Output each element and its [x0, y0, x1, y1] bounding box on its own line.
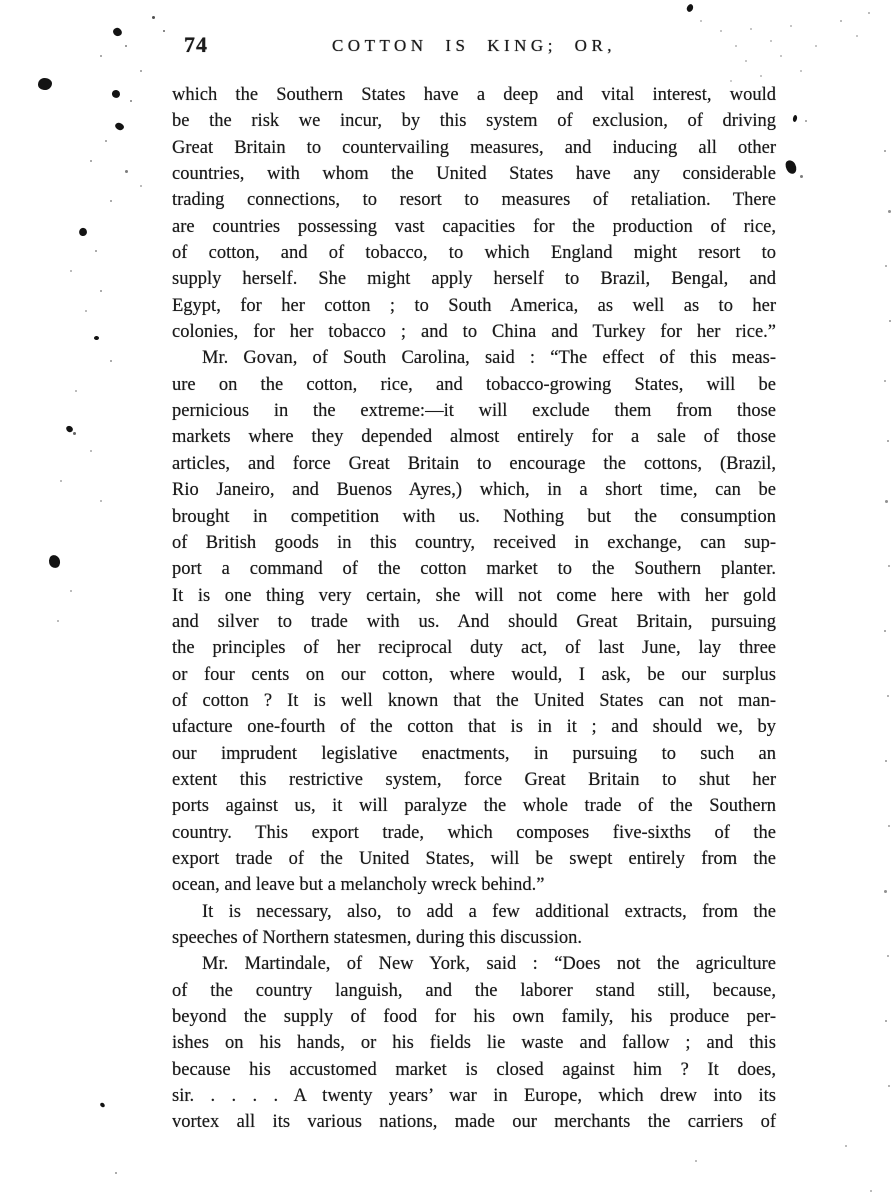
ink-blob — [686, 3, 695, 13]
text-line: or four cents on our cotton, where would, I ask, be our surplus — [172, 664, 776, 685]
ink-speck — [95, 250, 97, 252]
ink-speck — [163, 30, 165, 32]
page-header — [172, 32, 776, 60]
ink-speck — [125, 45, 127, 47]
text-line: brought in competition with us. Nothing but the consumption — [172, 506, 776, 527]
text-line: vortex all its various nations, made our merchants the carriers of — [172, 1112, 776, 1133]
ink-speck — [887, 955, 889, 957]
ink-speck — [70, 270, 72, 272]
ink-speck — [870, 1190, 872, 1192]
text-line: ocean, and leave but a melancholy wreck behind.” — [172, 875, 545, 896]
ink-blob — [99, 1102, 105, 1108]
ink-speck — [110, 200, 112, 202]
text-line: It is necessary, also, to add a few additional extracts, from the — [202, 901, 776, 922]
ink-speck — [800, 70, 802, 72]
text-line: countries, with whom the United States have any considerable — [172, 164, 776, 185]
ink-speck — [885, 265, 887, 267]
text-line: our imprudent legislative enactments, in pursuing to such an — [172, 743, 776, 764]
ink-speck — [695, 1160, 697, 1162]
ink-speck — [790, 25, 792, 27]
text-line: ishes on his hands, or his fields lie waste and fallow ; and this — [172, 1033, 776, 1054]
ink-speck — [885, 500, 888, 503]
ink-speck — [700, 20, 702, 22]
ink-blob — [48, 554, 61, 569]
text-line: export trade of the United States, will be swept entirely from the — [172, 848, 776, 869]
ink-speck — [800, 175, 803, 178]
ink-speck — [845, 1145, 847, 1147]
text-line: speeches of Northern statesmen, during this discussion. — [172, 928, 583, 948]
text-line: Great Britain to countervailing measures, and inducing all other — [172, 137, 776, 158]
ink-speck — [90, 160, 92, 162]
ink-speck — [60, 480, 62, 482]
ink-speck — [130, 100, 132, 102]
ink-blob — [65, 424, 74, 433]
text-line: which the Southern States have a deep and vital interest, would — [172, 85, 776, 105]
text-line: port a command of the cotton market to the Southern planter. — [172, 559, 776, 580]
ink-speck — [100, 500, 102, 502]
text-line: colonies, for her tobacco ; and to China and Turkey for her rice.” — [172, 322, 776, 343]
ink-speck — [73, 432, 76, 435]
page-number: 74 — [184, 32, 208, 57]
ink-speck — [90, 450, 92, 452]
ink-speck — [140, 70, 142, 72]
text-line: of British goods in this country, received in exchange, can sup- — [172, 532, 776, 553]
text-line: supply herself. She might apply herself to Brazil, Bengal, and — [172, 269, 776, 290]
ink-speck — [887, 440, 889, 442]
ink-speck — [840, 20, 842, 22]
text-line: the principles of her reciprocal duty act, of last June, lay three — [172, 638, 776, 659]
ink-blob — [94, 336, 99, 340]
ink-speck — [868, 12, 870, 14]
text-line: extent this restrictive system, force Great Britain to shut her — [172, 769, 776, 790]
running-head: COTTON IS KING; OR, — [331, 36, 617, 55]
ink-blob — [783, 158, 798, 175]
text-line: ure on the cotton, rice, and tobacco-growing States, will be — [172, 374, 776, 395]
ink-speck — [125, 170, 128, 173]
text-line: be the risk we incur, by this system of exclusion, of driving — [172, 111, 776, 132]
ink-speck — [884, 150, 886, 152]
ink-blob — [111, 89, 121, 99]
text-line: Mr. Martindale, of New York, said : “Does not the agriculture — [202, 954, 776, 975]
ink-speck — [110, 360, 112, 362]
text-line: beyond the supply of food for his own family, his produce per- — [172, 1007, 776, 1028]
text-line: and silver to trade with us. And should Great Britain, pursuing — [172, 611, 776, 632]
ink-speck — [887, 695, 889, 697]
text-line: ports against us, it will paralyze the whole trade of the Southern — [172, 796, 776, 817]
ink-speck — [745, 60, 747, 62]
ink-speck — [888, 565, 890, 567]
text-line: sir. . . . . A twenty years’ war in Europe, which drew into its — [172, 1086, 776, 1107]
text-line: Mr. Govan, of South Carolina, said : “The effect of this meas- — [202, 348, 776, 369]
ink-speck — [815, 45, 817, 47]
ink-speck — [888, 210, 891, 213]
ink-speck — [888, 1085, 890, 1087]
ink-speck — [856, 35, 858, 37]
ink-speck — [115, 1172, 117, 1174]
ink-speck — [152, 16, 155, 19]
ink-speck — [884, 890, 887, 893]
text-line: of cotton ? It is well known that the United States can not man- — [172, 690, 776, 711]
text-line: ufacture one-fourth of the cotton that is in it ; and should we, by — [172, 717, 776, 738]
text-line: because his accustomed market is closed against him ? It does, — [172, 1059, 776, 1080]
text-line: pernicious in the extreme:—it will exclude them from those — [172, 401, 776, 422]
ink-speck — [888, 825, 890, 827]
ink-speck — [885, 1020, 887, 1022]
ink-speck — [760, 75, 762, 77]
ink-speck — [105, 140, 107, 142]
ink-speck — [100, 290, 102, 292]
ink-speck — [140, 185, 142, 187]
text-line: of cotton, and of tobacco, to which England might resort to — [172, 243, 776, 264]
text-line: trading connections, to resort to measures of retaliation. There — [172, 190, 776, 211]
text-line: It is one thing very certain, she will not come here with her gold — [172, 585, 776, 606]
ink-speck — [780, 55, 782, 57]
ink-blob — [792, 115, 797, 123]
ink-blob — [77, 226, 88, 237]
text-line: articles, and force Great Britain to encourage the cottons, (Brazil, — [172, 453, 776, 474]
ink-speck — [750, 28, 752, 30]
ink-speck — [75, 390, 77, 392]
ink-speck — [884, 380, 886, 382]
text-line: are countries possessing vast capacities for the production of rice, — [172, 216, 776, 237]
ink-speck — [884, 630, 886, 632]
ink-speck — [889, 320, 891, 322]
text-line: markets where they depended almost entirely for a sale of those — [172, 427, 776, 448]
ink-blob — [114, 122, 125, 132]
text-line: of the country languish, and the laborer stand still, because, — [172, 980, 776, 1001]
ink-speck — [57, 620, 59, 622]
text-line: country. This export trade, which composes five-sixths of the — [172, 822, 776, 843]
ink-blob — [111, 26, 123, 38]
text-line: Rio Janeiro, and Buenos Ayres,) which, in a short time, can be — [172, 480, 776, 501]
ink-speck — [85, 310, 87, 312]
ink-speck — [70, 590, 72, 592]
text-line: Egypt, for her cotton ; to South America, as well as to her — [172, 295, 776, 316]
ink-speck — [100, 55, 102, 57]
ink-speck — [805, 120, 807, 122]
ink-speck — [885, 760, 887, 762]
ink-blob — [38, 78, 52, 90]
page-text — [172, 82, 776, 1136]
